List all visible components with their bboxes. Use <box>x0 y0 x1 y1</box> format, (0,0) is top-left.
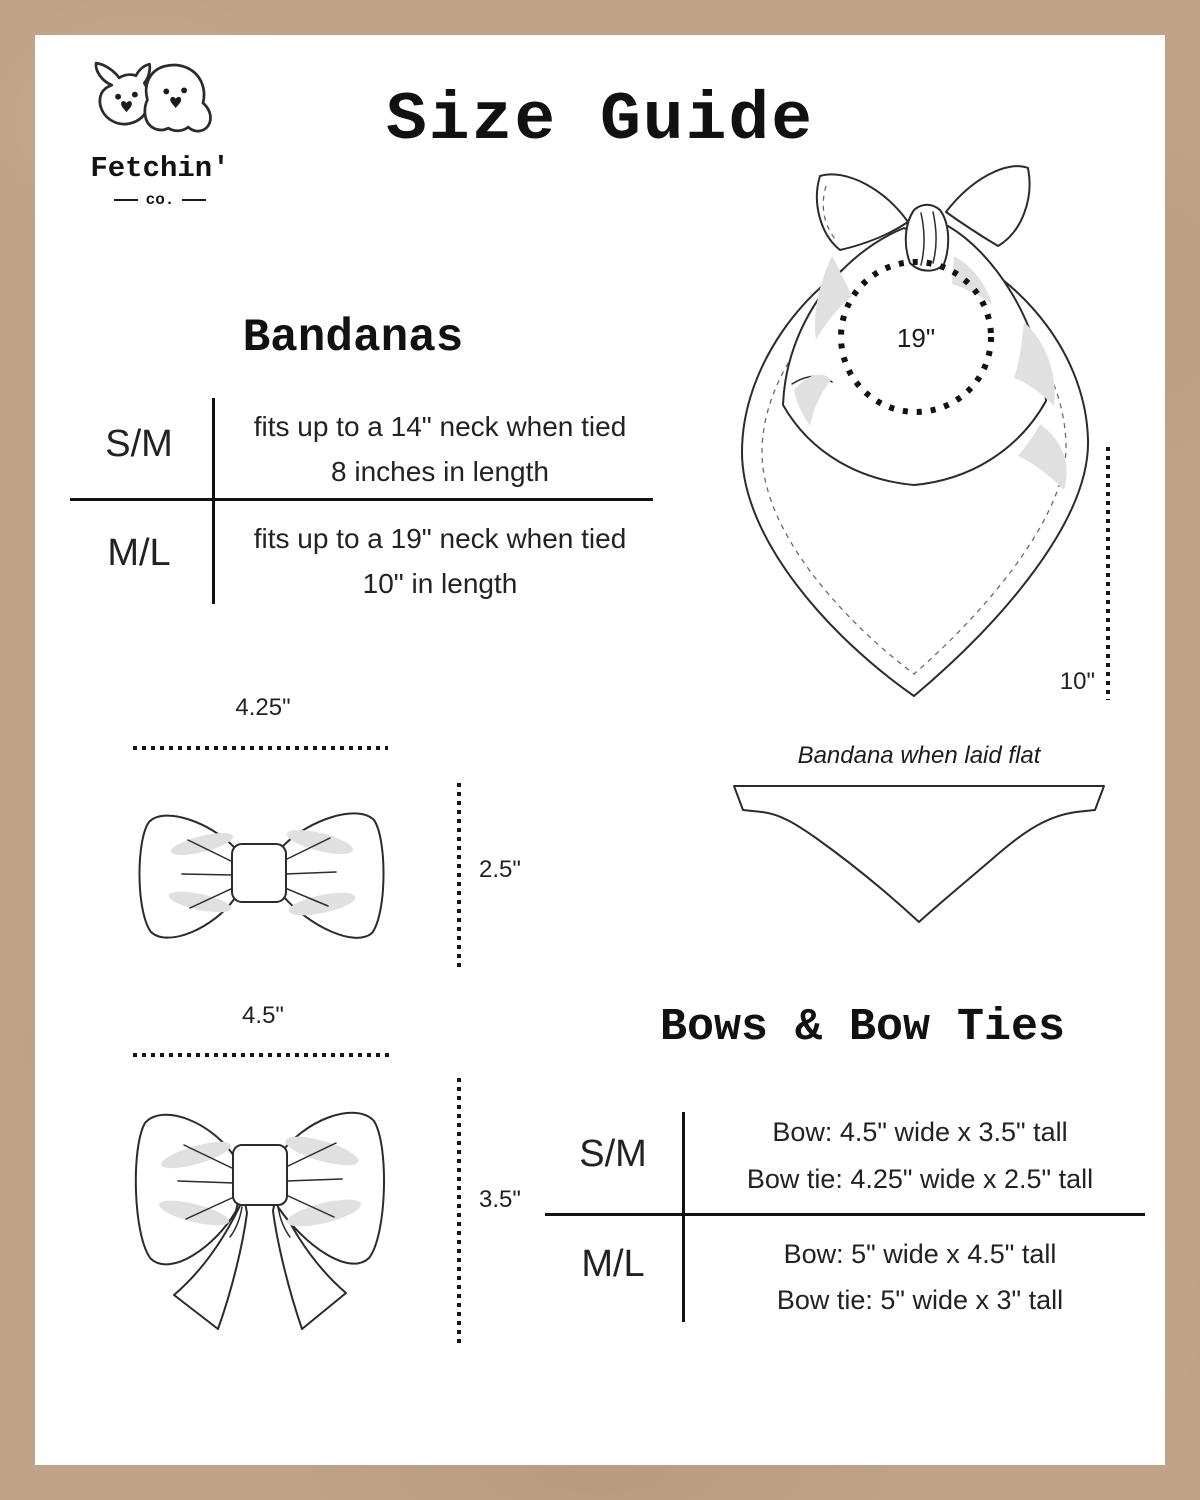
bandanas-heading: Bandanas <box>242 312 464 364</box>
cat-and-dog-logo-icon <box>85 60 235 148</box>
bows-size-sm: S/M <box>579 1133 647 1175</box>
bandanas-sm-line1: fits up to a 14" neck when tied <box>253 411 627 442</box>
tied-bandana-illustration <box>728 152 1108 712</box>
bandanas-sm-description <box>222 404 658 494</box>
bows-sm-description <box>692 1109 1148 1203</box>
sailor-bow-illustration <box>130 1085 392 1337</box>
bows-ml-description <box>692 1231 1148 1323</box>
bows-sm-line1: Bow: 4.5" wide x 3.5" tall <box>772 1117 1068 1147</box>
logo-dash-left <box>114 199 138 201</box>
bow-tie-width-measure-line <box>133 746 388 750</box>
page-title: Size Guide <box>385 82 815 159</box>
bandanas-table-vertical-rule <box>212 398 215 604</box>
bows-sm-line2: Bow tie: 4.25" wide x 2.5" tall <box>746 1164 1094 1194</box>
bows-table-horizontal-rule <box>545 1213 1145 1216</box>
bandana-length-label: 10" <box>1059 668 1095 695</box>
flat-bandana-caption: Bandana when laid flat <box>797 742 1041 769</box>
bandanas-size-ml: M/L <box>107 532 171 574</box>
bandanas-ml-line2: 10" in length <box>362 568 518 599</box>
bows-size-ml: M/L <box>581 1243 645 1285</box>
bow-tie-height-measure-line <box>457 783 461 972</box>
neck-size-label: 19" <box>896 323 936 353</box>
brand-suffix-row <box>70 191 250 209</box>
brand-suffix: co. <box>145 191 175 209</box>
bandana-length-measure-line <box>1106 447 1110 700</box>
sailor-bow-height-measure-line <box>457 1078 461 1344</box>
bows-heading: Bows & Bow Ties <box>659 1002 1066 1053</box>
bandanas-ml-line1: fits up to a 19" neck when tied <box>253 523 627 554</box>
bandanas-size-sm: S/M <box>105 423 173 465</box>
sailor-bow-width-measure-line <box>133 1053 390 1057</box>
bows-ml-line1: Bow: 5" wide x 4.5" tall <box>783 1239 1057 1269</box>
brand-name: Fetchin' <box>90 152 230 185</box>
bandanas-sm-line2: 8 inches in length <box>331 456 549 487</box>
bow-tie-height-label: 2.5" <box>479 856 521 883</box>
sailor-bow-width-label: 4.5" <box>242 1002 284 1029</box>
brand-logo <box>70 60 250 209</box>
bow-tie-illustration <box>132 782 392 968</box>
bandanas-table-horizontal-rule <box>70 498 653 501</box>
bow-tie-width-label: 4.25" <box>235 694 291 721</box>
logo-dash-right <box>182 199 206 201</box>
sailor-bow-height-label: 3.5" <box>479 1186 521 1213</box>
bows-ml-line2: Bow tie: 5" wide x 3" tall <box>776 1285 1064 1315</box>
bandanas-ml-description <box>222 516 658 606</box>
flat-bandana-illustration <box>728 780 1110 932</box>
